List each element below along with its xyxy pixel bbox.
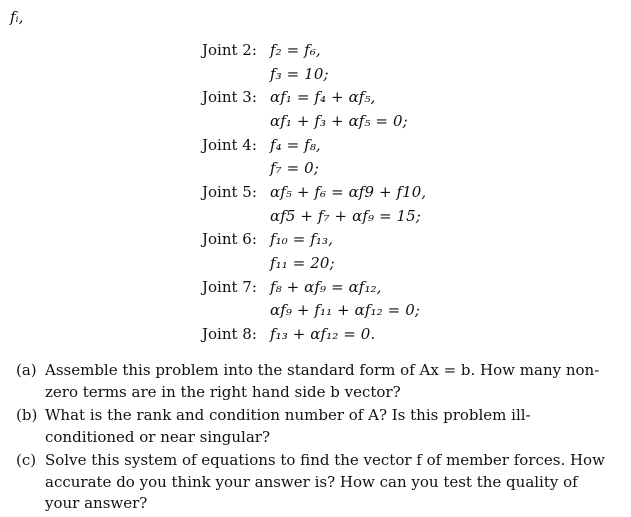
equation: f₈ + αf₉ = αf₁₂, xyxy=(270,277,382,296)
joint-label: Joint 8: xyxy=(202,325,257,344)
equation-row xyxy=(202,251,622,275)
equation-row xyxy=(202,133,622,157)
joint-label: Joint 4: xyxy=(202,135,257,154)
equation-row xyxy=(202,109,622,133)
equation-row xyxy=(202,38,622,62)
question-label: (c) xyxy=(16,451,37,469)
question-text: Solve this system of equations to find the vector f of member forces. How accurate do you think your answer is? How can you test the quality of your answer? xyxy=(45,451,605,512)
question-label: (b) xyxy=(16,406,38,424)
equation: f₂ = f₆, xyxy=(270,40,321,59)
equation: αf5 + f₇ + αf₉ = 15; xyxy=(270,206,421,225)
question-b xyxy=(16,405,616,448)
question-text: What is the rank and condition number of A? Is this problem ill-conditioned or near singular? xyxy=(45,406,531,446)
joint-label: Joint 3: xyxy=(202,88,257,107)
equation: αf₁ + f₃ + αf₅ = 0; xyxy=(270,111,408,130)
equation: αf₁ = f₄ + αf₅, xyxy=(270,88,376,107)
equation: f₇ = 0; xyxy=(270,159,319,178)
questions-list xyxy=(16,360,616,517)
top-fragment: fᵢ, xyxy=(10,8,24,26)
equation-row xyxy=(202,62,622,86)
question-text: Assemble this problem into the standard form of Ax = b. How many non-zero terms are in the right hand side b vector? xyxy=(45,361,600,401)
equation: f₄ = f₈, xyxy=(270,135,321,154)
joint-label: Joint 5: xyxy=(202,182,257,201)
equation-block xyxy=(202,38,622,346)
equation-row xyxy=(202,85,622,109)
question-c xyxy=(16,450,616,515)
equation-row xyxy=(202,275,622,299)
equation-row xyxy=(202,299,622,323)
question-a xyxy=(16,360,616,403)
joint-label: Joint 7: xyxy=(202,277,257,296)
equation: αf₉ + f₁₁ + αf₁₂ = 0; xyxy=(270,301,420,320)
equation: f₃ = 10; xyxy=(270,64,329,83)
equation-row xyxy=(202,228,622,252)
equation-row xyxy=(202,322,622,346)
joint-label: Joint 2: xyxy=(202,40,257,59)
question-label: (a) xyxy=(16,361,37,379)
equation: f₁₃ + αf₁₂ = 0. xyxy=(270,325,376,344)
equation: f₁₀ = f₁₃, xyxy=(270,230,334,249)
equation: αf₅ + f₆ = αf9 + f10, xyxy=(270,182,427,201)
equation: f₁₁ = 20; xyxy=(270,254,335,273)
equation-row xyxy=(202,156,622,180)
joint-label: Joint 6: xyxy=(202,230,257,249)
equation-row xyxy=(202,180,622,204)
equation-row xyxy=(202,204,622,228)
